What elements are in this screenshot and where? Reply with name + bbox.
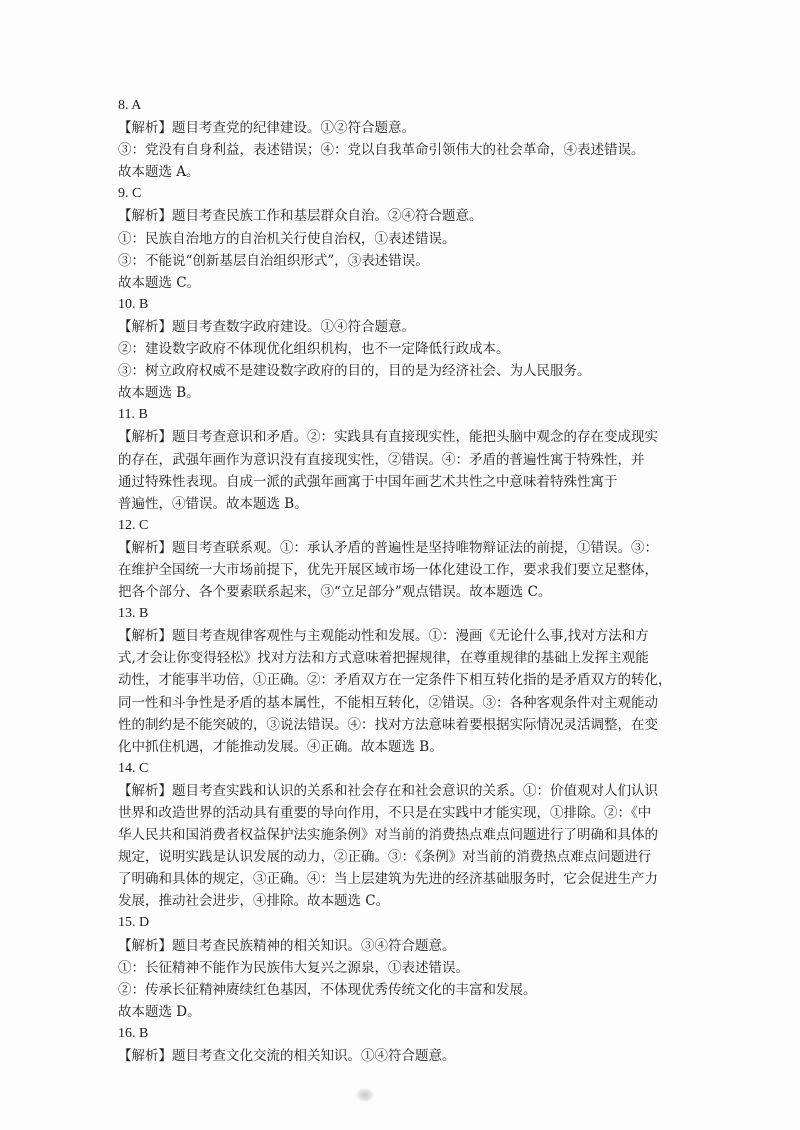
analysis-line: ③：树立政府权威不是建设数字政府的目的，目的是为经济社会、为人民服务。 <box>118 363 591 380</box>
analysis-line: ②：建设数字政府不体现优化组织机构，也不一定降低行政成本。 <box>118 341 510 358</box>
analysis-line: 【解析】题目考查意识和矛盾。②：实践具有直接现实性，能把头脑中观念的存在变成现实 <box>118 429 658 446</box>
analysis-line: 化中抓住机遇，才能推动发展。④正确。故本题选 B。 <box>118 738 443 755</box>
answer-number: 14. C <box>118 760 149 776</box>
analysis-line: 动性，才能事半功倍，①正确。②：矛盾双方在一定条件下相互转化指的是矛盾双方的转化， <box>118 672 672 689</box>
analysis-line: 【解析】题目考查数字政府建设。①④符合题意。 <box>118 318 415 335</box>
answer-number: 8. A <box>118 98 142 113</box>
conclusion-line: 故本题选 A。 <box>118 164 200 181</box>
analysis-line: 规定，说明实践是认识发展的动力，②正确。③：《条例》对当前的消费热点难点问题进行 <box>118 849 652 866</box>
answer-analysis-content <box>118 95 698 1067</box>
analysis-line: ②：传承长征精神赓续红色基因，不体现优秀传统文化的丰富和发展。 <box>118 981 537 998</box>
analysis-line: 在维护全国统一大市场前提下，优先开展区域市场一体化建设工作，要求我们要立足整体， <box>118 561 658 578</box>
answer-number: 10. B <box>118 296 149 312</box>
conclusion-line: 故本题选 B。 <box>118 385 200 402</box>
analysis-line: 通过特殊性表现。自成一派的武强年画寓于中国年画艺术共性之中意味着特殊性寓于 <box>118 473 618 490</box>
analysis-line: ①：民族自治地方的自治机关行使自治权，①表述错误。 <box>118 230 456 247</box>
conclusion-line: 故本题选 C。 <box>118 274 201 291</box>
analysis-line: 普遍性，④错误。故本题选 B。 <box>118 495 308 512</box>
answer-number: 16. B <box>118 1025 149 1041</box>
analysis-line: 【解析】题目考查民族工作和基层群众自治。②④符合题意。 <box>118 208 483 225</box>
answer-number: 9. C <box>118 186 142 202</box>
analysis-line: 把各个部分、各个要素联系起来，③“立足部分”观点错误。故本题选 C。 <box>118 584 552 601</box>
analysis-line: 性的制约是不能突破的，③说法错误。④：找对方法意味着要根据实际情况灵活调整，在变 <box>118 716 658 733</box>
answer-number: 13. B <box>118 606 149 622</box>
analysis-line: 了明确和具体的规定，③正确。④：当上层建筑为先进的经济基础服务时，它会促进生产力 <box>118 871 658 888</box>
analysis-line: 【解析】题目考查实践和认识的关系和社会存在和社会意识的关系。①：价值观对人们认识 <box>118 782 658 799</box>
scan-smudge <box>356 1088 374 1102</box>
conclusion-line: 故本题选 D。 <box>118 1003 201 1020</box>
analysis-line: 的存在，武强年画作为意识没有直接现实性，②错误。④：矛盾的普遍性寓于特殊性，并 <box>118 451 645 468</box>
answer-number: 15. D <box>118 915 150 931</box>
analysis-line: 发展，推动社会进步，④排除。故本题选 C。 <box>118 893 390 910</box>
analysis-line: 世界和改造世界的活动具有重要的导向作用，不只是在实践中才能实现，①排除。②：《中 <box>118 805 652 821</box>
analysis-line: 【解析】题目考查民族精神的相关知识。③④符合题意。 <box>118 937 456 954</box>
analysis-line: ③：党没有自身利益，表述错误；④：党以自我革命引领伟大的社会革命，④表述错误。 <box>118 142 645 159</box>
answer-number: 12. C <box>118 517 149 533</box>
analysis-line: 式,才会让你变得轻松》找对方法和方式意味着把握规律，在尊重规律的基础上发挥主观能 <box>118 650 649 667</box>
analysis-line: ③：不能说“创新基层自治组织形式”，③表述错误。 <box>118 252 429 269</box>
analysis-line: 【解析】题目考查党的纪律建设。①②符合题意。 <box>118 120 415 137</box>
analysis-line: ①：长征精神不能作为民族伟大复兴之源泉，①表述错误。 <box>118 959 469 976</box>
analysis-line: 【解析】题目考查规律客观性与主观能动性和发展。①：漫画《无论什么事,找对方法和方 <box>118 628 649 645</box>
analysis-line: 【解析】题目考查联系观。①：承认矛盾的普遍性是坚持唯物辩证法的前提，①错误。③： <box>118 539 658 556</box>
answer-number: 11. B <box>118 407 148 423</box>
analysis-line: 华人民共和国消费者权益保护法实施条例》对当前的消费热点难点问题进行了明确和具体的 <box>118 827 658 844</box>
analysis-line: 【解析】题目考查文化交流的相关知识。①④符合题意。 <box>118 1048 456 1065</box>
analysis-line: 同一性和斗争性是矛盾的基本属性，不能相互转化，②错误。③：各种客观条件对主观能动 <box>118 694 658 711</box>
